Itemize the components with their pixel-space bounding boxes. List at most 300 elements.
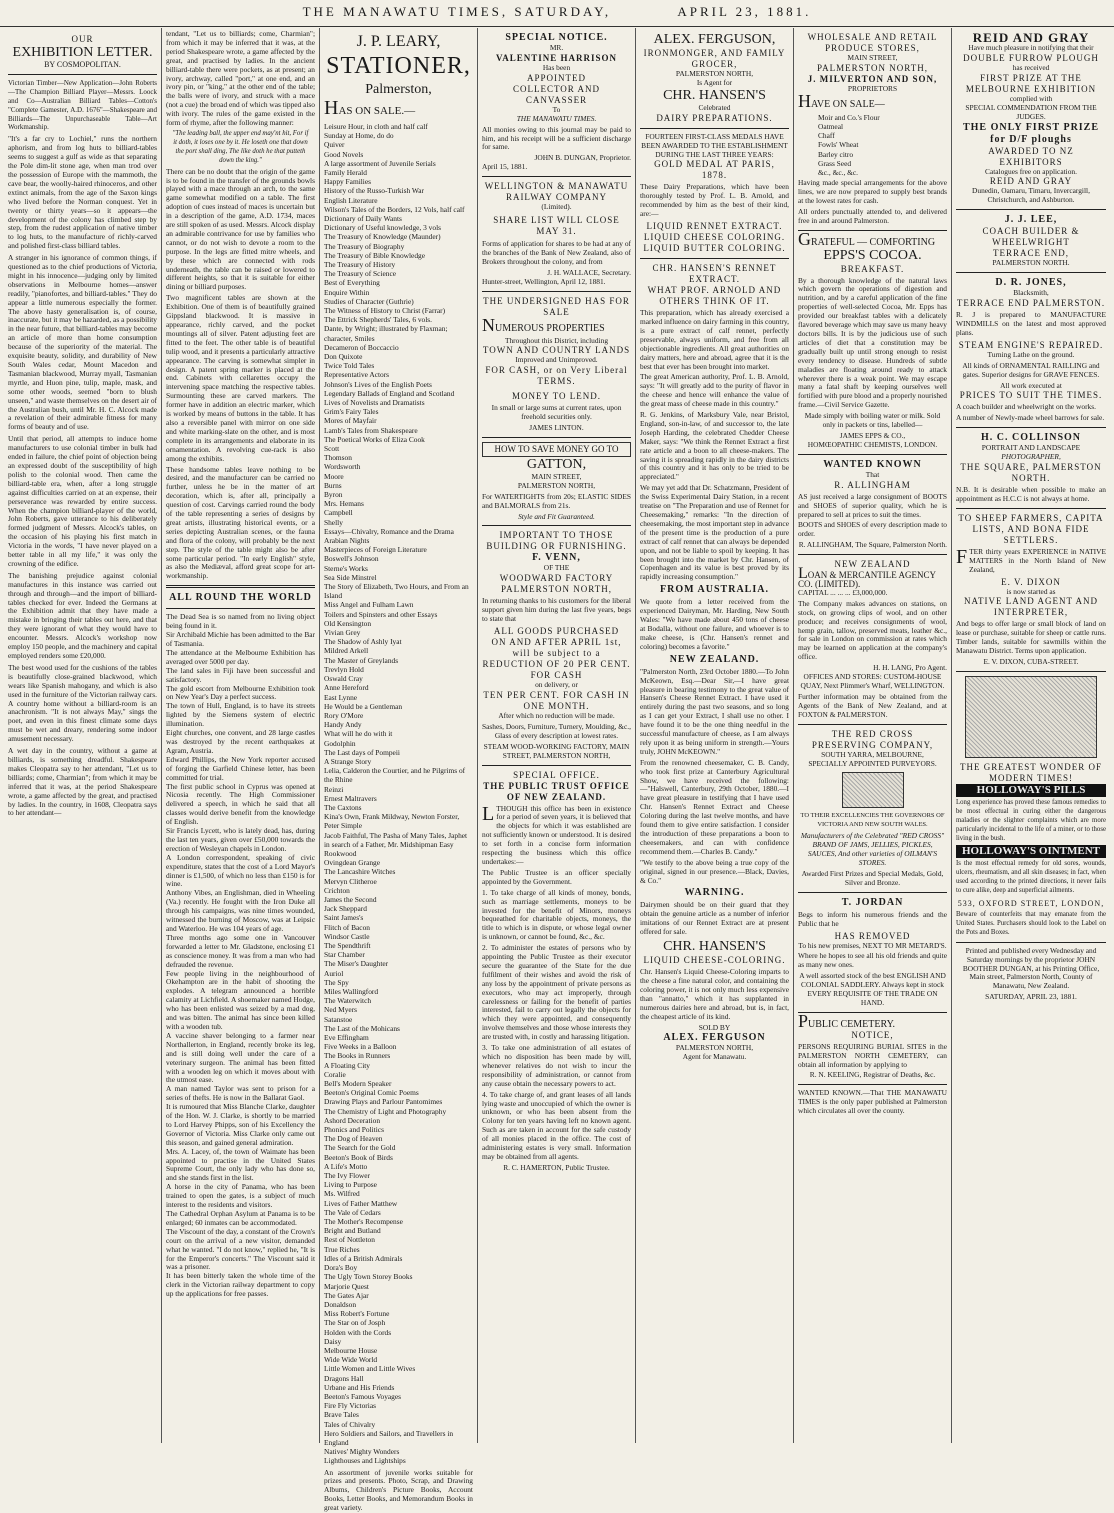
list-item: The Ivy Flower xyxy=(324,1171,370,1181)
text: Manufacturers of the Celebrated "RED CROSS" BRAND OF JAMS, JELLIES, PICKLES, SAUCES, And other varieties of OILMAN'S STORES. xyxy=(800,831,945,867)
signature: JOHN B. DUNGAN, Proprietor. xyxy=(534,153,631,163)
masthead-title: THE MANAWATU TIMES, SATURDAY, xyxy=(302,4,612,19)
list-item: History of the Russo-Turkish War xyxy=(324,186,425,196)
list-item: Old Kensington xyxy=(324,618,372,628)
column-2 xyxy=(162,28,320,1443)
list-item: Beeton's Book of Birds xyxy=(324,1152,393,1162)
text: ON AND AFTER APRIL 1st, xyxy=(491,637,622,648)
list-item: The Spendthrift xyxy=(324,940,371,950)
text: will be subject to a REDUCTION OF 20 PER CENT. FOR CASH xyxy=(482,648,631,681)
text: CHR. HANSEN'S xyxy=(663,939,766,955)
list-item: Trevlyn Hold xyxy=(324,664,364,674)
list-item: Hero Soldiers and Sailors, and Travellers in England xyxy=(324,1428,454,1447)
gatton-name: GATTON, xyxy=(526,456,587,472)
text: HOMŒOPATHIC CHEMISTS, LONDON. xyxy=(807,439,938,449)
list-item: Lives of Father Matthew xyxy=(324,1198,398,1208)
list-item: Bell's Modern Speaker xyxy=(324,1079,392,1089)
list-item: Handy Andy xyxy=(324,720,362,730)
list-item: Bright and Butland xyxy=(324,1226,381,1236)
list-item: The Gates Ajar xyxy=(324,1290,369,1300)
text: By a thorough knowledge of the natural laws which govern the operations of digestion and nutrition, and by a careful application of the fine properties of well-selected Cocoa, Mr. Epps has provided our breakfast tables with a delicately flavored beverage which may save us many heavy doctors bills. It is by the judicious use of such articles of diet that a constitution may be gradually built up until strong enough to resist every tendency to disease. Hundreds of subtle maladies are floating around ready to attack wherever there is a weak point. We may escape many a fatal shaft by keeping ourselves well fortified with pure blood and a properly nourished frame.—Civil Service Gazette. xyxy=(798,275,947,410)
text: OF THE xyxy=(543,563,570,573)
text: PALMERSTON NORTH, xyxy=(517,480,596,490)
text: NEW ZEALAND xyxy=(834,559,911,570)
list-item: Ned Myers xyxy=(324,1005,358,1015)
list-item: Fowls' Wheat xyxy=(818,140,859,150)
list-item: The Waterwitch xyxy=(324,996,372,1006)
text: Has been xyxy=(542,62,571,72)
list-item: Wordsworth xyxy=(324,462,361,472)
list-item: Drawing Plays and Parlour Pantomimes xyxy=(324,1097,443,1107)
list-item: Moore xyxy=(324,471,344,481)
verse: "The leading ball, the upper end may'nt hit, For if it doth, it loses one by it. He loseth one that down the port shall ding, The like doth he that putteth down the king." xyxy=(172,129,309,164)
list-item: Leisure Hour, in cloth and half calf xyxy=(324,121,428,131)
text: ALL GOODS PURCHASED xyxy=(493,626,620,637)
text: TERRACE END, xyxy=(993,248,1069,259)
text: GOLD MEDAL AT PARIS, 1878. xyxy=(654,159,775,181)
text: Beware of counterfeits that may emanate from the United States. Purchasers should look to the Label on the Pots and Boxes. xyxy=(956,910,1106,936)
text: PALMERSTON NORTH. xyxy=(992,258,1070,268)
list-item: Beeton's Famous Voyages xyxy=(324,1391,402,1401)
list-item: Melbourne House xyxy=(324,1345,378,1355)
list-item: Urbane and His Friends xyxy=(324,1382,395,1392)
text: Turning Lathe on the ground. xyxy=(987,349,1075,359)
text: BOOTS and SHOES of every description made to order. xyxy=(798,520,947,539)
has-on-sale: AS ON SALE.— xyxy=(338,105,416,117)
news-item: The land sales in Fiji have been successful and satisfactory. xyxy=(166,665,315,684)
list-item: Beeton's Original Comic Poems xyxy=(324,1088,419,1098)
railway-heading: WELLINGTON & MANAWATU RAILWAY COMPANY xyxy=(484,181,629,203)
list-item: Brave Tales xyxy=(324,1410,359,1420)
news-item: Sir Archibald Michie has been admitted to the Bar of Tasmania. xyxy=(166,630,315,648)
paragraph: tendant, "Let us to billiards; come, Charmian"; from which it may be inferred that it was, at the period Shakespeare wrote, a game affected by the great, and practised by ladies. In the ancient billiard-table there were pockets, as at present; an ivory, archway, called "port," at one end, and an ivory pin, or "king," at the other end of the table; the balls were of ivory, and struck with a mace (not a cue) the broad end of which was tipped also with ivory. The rules of the game existed in the form of rhyme, after the following manner: xyxy=(166,29,315,128)
list-item: Rest of Nottleton xyxy=(324,1235,375,1245)
text: To his new premises, NEXT TO MR METARD'S. xyxy=(798,940,947,950)
text: WANTED KNOWN.—That THE MANAWATU TIMES is the only paper published at Palmerston which circulates all over the county. xyxy=(798,1088,947,1116)
signature: E. V. DIXON, CUBA-STREET. xyxy=(983,657,1079,667)
paragraph: A wet day in the country, without a game at billiards, is something dreadful. Shakespeare makes Cleopatra say to her attendant, "Let us to billiards; come, Charmian"; from which it may be inferred that it was, at the period Shakespeare wrote, a game affected by the great, and practised by ladies. In the country, in 1608, Cleopatra says to her attendant— xyxy=(8,746,157,818)
column-4: SPECIAL NOTICE. MR. VALENTINE HARRISON Has been APPOINTED COLLECTOR AND CANVASSER To THE MANAWATU TIMES. All monies owing to this journal may be paid to him, and his receipt will be a sufficient discharge for same. JOHN B. DUNGAN, Proprietor. April 15, 1881. WELLINGTON & MANAWATU RAILWAY COMPANY (Limited). SHARE LIST WILL CLOSE MAY 31. Forms of application for shares to be had at any of the branches of the Bank of New Zealand, also of Brokers throughout the colony, and from J. H. WALLACE, Secretary. Hunter-street, Wellington, April 12, 1881. THE UNDERSIGNED HAS FOR SALE NUMEROUS PROPERTIES Throughout this District, including TOWN AND COUNTRY LANDS Improved and Unimproved. FOR CASH, or on Very Liberal TERMS. MONEY TO LEND. In small or large sums at current rates, upon freehold securities only. JAMES LINTON. HOW TO SAVE MONEY GO TO GATTON, MAIN STREET, PALMERSTON NORTH, For WATERTIGHTS from 20s; ELASTIC SIDES and BALMORALS from 21s. Style and Fit Guaranteed. IMPORTANT TO THOSE BUILDING OR FURNISHING. F. VENN, OF THE WOODWARD FACTORY PALMERSTON NORTH, In returning thanks to his customers for the liberal support given him during the last five years, begs to state that ALL GOODS PURCHASED ON AND AFTER APRIL 1st, will be subject to a REDUCTION OF 20 PER CENT. FOR CASH on delivery, or TEN PER CENT. FOR CASH IN ONE MONTH. After which no reduction will be made. Sashes, Doors, Furniture, Turnery, Moulding, &c., Glass of every description at lowest rates. STEAM WOOD-WORKING FACTORY, MAIN STREET, PALMERSTON NORTH, SPECIAL OFFICE. THE PUBLIC TRUST OFFICE OF NEW ZEALAND. LTHOUGH this office has been in existence for a period of seven years, it is believed that the objects for which it was established are not sufficiently known or understood. It is desired to set forth in a concise form information respecting the business which this office undertakes:— The Public Trustee is an officer specially appointed by the Government. 1. To take charge of all kinds of money, bonds, such as marriage settlements, moneys to be invested for the benefit of Minors, moneys bequeathed for charitable objects, moneys, the title to which is in dispute, or whose legal owner is unknown, or cannot be found, &c., &c. 2. To administer the estates of persons who by appointing the Public Trustee as their executor secure the guarantee of the State for the due fulfilment of their wishes and avoid the risk of any loss by the appointment of private persons as executors, who may act improperly, through carelessness or failing for the benefit of parties interested, fail to carry out legally the objects for which they were appointed, and consequently involve themselves and those whose interests they are trusted with, in costly and harassing litigation. 3. To take one administration of all estates of which no disposition has been made by will, whenever relatives do not wish to incur the responsibility of administration, or cannot from any cause obtain the necessary powers to act. 4. To take charge of, and grant leases of all lands lying waste and unoccupied of which the owner is unknown, or who has been absent from the Colony for ten years having left no known agent. Such as are taken in account for the safe custody of all monies placed in the office. The cost of administering estates is very small. Information may be obtained from all agents. R. C. HAMERTON, Public Trustee. xyxy=(478,28,636,1443)
text: has received xyxy=(1012,62,1050,72)
paragraph: "It's a far cry to Lochiel," runs the northern aphorism, and from log huts to billiard-tables seems to suggest a gulf as wide as that separating the Pole dim-lit stone age, when man trod over the possession of Europe with the mammoth, the cave bear, the woolly-haired rhinoceros, and other extinct animals, from the age of the Saxon kings who lived before the Norman conquest. Yet in twenty or thirty years—so it appears—the development of the colony has climbed step by step, from the rudest application of native timber to log huts, to the manufacture of richly-carved and polished first-class billiard tables. xyxy=(8,134,157,251)
text: MAIN STREET, xyxy=(531,471,582,481)
list-item: A Strange Story xyxy=(324,756,372,766)
text: AS just received a large consignment of BOOTS and SHOES of superior quality, which he is prepared to sell at prices to suit the times. xyxy=(798,491,947,519)
text: FOURTEEN FIRST-CLASS MEDALS HAVE BEEN AWARDED TO THE ESTABLISHMENT DURING THE LAST THREE YEARS: xyxy=(641,131,788,159)
text: TOWN AND COUNTRY LANDS xyxy=(482,345,631,356)
text: THE UNDERSIGNED HAS FOR SALE xyxy=(483,295,630,317)
list-item: Barley citro xyxy=(818,149,854,159)
list-item: The Story of Elizabeth, Two Hours, and From an Island xyxy=(324,582,469,601)
list-item: Miss Robert's Fortune xyxy=(324,1309,390,1319)
list-item: The Treasury of Biography xyxy=(324,241,405,251)
list-item: The Search for the Gold xyxy=(324,1143,396,1153)
text: UBLIC CEMETERY. xyxy=(808,1018,896,1030)
list-item: What will he do with it xyxy=(324,729,393,739)
text: All orders punctually attended to, and delivered free in and around Palmerston. xyxy=(798,206,947,225)
signature: R. C. HAMERTON, Public Trustee. xyxy=(503,1162,610,1172)
text: SPECIAL COMMENDATION FROM THE JUDGES. xyxy=(965,102,1097,121)
list-item: Happy Families xyxy=(324,177,372,187)
list-item: Mores of Mayfair xyxy=(324,416,377,426)
exhibition-letter-kicker: OUR xyxy=(71,34,94,44)
text: DOUBLE FURROW PLOUGH xyxy=(963,52,1099,63)
list-item: Grass Seed xyxy=(818,158,852,168)
text: STEAM WOOD-WORKING FACTORY, MAIN STREET, PALMERSTON NORTH, xyxy=(483,741,630,760)
masthead xyxy=(0,0,1114,27)
text: OAN & MERCANTILE AGENCY CO. (LIMITED). xyxy=(798,570,936,590)
text: SPECIAL OFFICE. xyxy=(513,769,600,780)
list-item: Mervyn Clitheroe xyxy=(324,876,377,886)
text: To xyxy=(552,104,561,114)
list-item: Decameron of Boccaccio xyxy=(324,342,399,352)
signature: H. H. LANG, Pro Agent. xyxy=(873,663,947,673)
list-item: Arabian Nights xyxy=(324,536,370,546)
product: LIQUID CHEESE COLORING. xyxy=(643,232,786,243)
text: Throughout this District, including xyxy=(504,335,609,345)
text: We may yet add that Dr. Schatzmann, President of the Swiss Experimental Dairy Station, in a recent treatise on "The Preparation and use of Rennet for Cheesemaking," remarks: "In the direction of cheesemaking, the most important step in advance of the present time is the production of a pure extract of calf rennet that can always be depended upon, and not be liable to spoil by keeping. It has been brought into the market by Chr. Hansen, of Copenhagen and its value is best proved by its rapidly increasing consumption." xyxy=(640,483,789,582)
list-item: The Spy xyxy=(324,977,349,987)
text: 2. To administer the estates of persons who by appointing the Public Trustee as their executor secure the guarantee of the State for the due fulfilment of their wishes and avoid the risk of any loss by the appointment of private persons as executors, who may act improperly, through carelessness or failing for the benefit of parties interested, fail to carry out legally the objects for which they were appointed, and consequently involve themselves and those whose interests they are trusted with, in costly and harassing litigation. xyxy=(482,943,631,1042)
text: BREAKFAST. xyxy=(840,263,905,274)
text: COLLECTOR AND CANVASSER xyxy=(512,83,601,105)
text: CAPITAL ... ... ... £3,000,000. xyxy=(798,587,888,597)
text: FTER thirty years EXPERIENCE in NATIVE MATTERS in the North Island of New Zealand, xyxy=(956,545,1106,574)
news-item: Edward Phillips, the New York reporter accused of forging the Garfield Chinese letter, has been committed for trial. xyxy=(166,754,315,782)
list-item: The Master of Greylands xyxy=(324,655,399,665)
signature: J. H. WALLACE, Secretary. xyxy=(547,267,631,277)
list-item: He Would be a Gentleman xyxy=(324,701,403,711)
list-item: The Miser's Daughter xyxy=(324,959,389,969)
text: THE RED CROSS PRESERVING COMPANY, xyxy=(811,728,934,750)
list-item: The Last days of Pompeii xyxy=(324,747,400,757)
text: TEN PER CENT. FOR CASH IN ONE MONTH. xyxy=(483,690,630,711)
text: A well assorted stock of the best ENGLISH AND COLONIAL SADDLERY. Always kept in stock EVERY REQUISITE OF THE TRADE ON HAND. xyxy=(799,971,946,1007)
text: MAIN STREET, xyxy=(847,53,898,62)
list-item: Legendary Ballads of England and Scotland xyxy=(324,388,455,398)
text: Celebrated xyxy=(698,102,731,112)
list-item: Essays—Chivalry, Romance and the Drama xyxy=(324,526,454,536)
paragraph: The best wood used for the cushions of the tables is beautifully close-grained blackwood, which wears like Spanish mahogany, and which is also used in the furniture of the Victorian railway cars. A country home without a billiard-room is an anachronism. "It is not always May," sings the poet, and even in this finest climate some days must be wet and dreary, rendering some indoor amusement necessary. xyxy=(8,662,157,744)
list-item: Wilson's Tales of the Borders, 12 Vols, half calf xyxy=(324,204,465,214)
text: "We testify to the above being a true copy of the original, signed in our presence.—Black, Davies, & Co." xyxy=(640,857,789,885)
text: And begs to offer large or small block of land on lease or purchase, suitable for sheep or cattle runs. Timber lands, suitable for sawmills within the Manawatu District. Terms upon application. xyxy=(956,619,1106,656)
text: PALMERSTON NORTH, xyxy=(675,69,754,78)
news-item: It is rumoured that Miss Blanche Clarke, daughter of the Hon. W. J. Clarke, is shortly to be married to Lord Harvey Phipps, son of his Excellency the Governor of Victoria. Miss Clarke only came out this season, and gained general admiration. xyxy=(166,1102,315,1147)
text: on delivery, or xyxy=(535,680,578,690)
list-item: English Literature xyxy=(324,195,378,205)
royal-arms-icon xyxy=(842,772,904,808)
text: PALMERSTON NORTH, xyxy=(675,1043,754,1053)
text: 3. To take one administration of all estates of which no disposition has been made by will, whenever relatives do not wish to incur the responsibility of administration, or cannot from any cause obtain the necessary powers to act. xyxy=(482,1043,631,1088)
lee-name: J. J. LEE, xyxy=(1004,214,1058,226)
list-item: Kina's Own, Frank Mildway, Newton Forster, Peter Simple xyxy=(324,812,460,831)
text: RATEFUL — COMFORTING xyxy=(811,236,936,248)
list-item: Enquire Within xyxy=(324,287,370,297)
text: A coach builder and wheelwright on the works. xyxy=(956,402,1096,412)
list-item: East Lynne xyxy=(324,692,358,702)
reid-gray-heading: REID AND GRAY xyxy=(972,30,1090,45)
list-item: A large assortment of Juvenile Serials xyxy=(324,158,436,168)
list-item: Godolphin xyxy=(324,738,356,748)
list-item: &c., &c., &c. xyxy=(818,167,859,177)
text: These Dairy Preparations, which have been thoroughly tested by Prof. L. B. Arnold, and recommended by him as the best of their kind, are:— xyxy=(640,182,789,219)
list-item: Sea Side Minstrel xyxy=(324,572,377,582)
leary-footer: An assortment of juvenile works suitable for prizes and presents. Photo, Scrap, and Drawing Albums, Children's Picture Books, Account Books, Letter Books, and Memorandum Books in great variety. xyxy=(324,1467,473,1513)
text: (Limited). xyxy=(541,202,572,212)
list-item: Rookwood xyxy=(324,848,357,858)
leary-name: J. P. LEARY, xyxy=(356,33,441,50)
text: PERSONS REQUIRING BURIAL SITES in the PALMERSTON NORTH CEMETERY, can obtain all information by applying to xyxy=(798,1041,947,1069)
list-item: A Life's Motto xyxy=(324,1161,368,1171)
signature: R. ALLINGHAM, The Square, Palmerston North. xyxy=(798,540,947,550)
paragraph: A stranger in his ignorance of common things, if questioned as to the chief productions of Victoria, might in his innocence—judging only by limited observations in Melbourne homes—answer readily, "pianofortes, and billiard-tables." They do appear a little numerous especially the former. The above hasty generalisation is, of course, inaccurate, but it may be hazarded, as a possibility in the near future, that billiard-tables may become an article of more than home consumption because of the superiority of the material. The exquisite beauty, solidity, and durability of New South Wales cedar, Mount Macedon and Tasmanian blackwood, Murray myall, Tasmanian myrtle, and Huon pine, tulip, maple, mask, and some other woods, seemed "born to blush unseen," and waste themselves on the desert air of the Australian bush, until Mr. H. C. Alcock made a revelation of their admirable fitness for many forms of beauty and of use. xyxy=(8,253,157,432)
list-item: The Witness of History to Christ (Farrar) xyxy=(324,305,446,315)
news-item: A horse in the city of Panama, who has been trained to open the gates, is a subject of much interest to the residents and visitors. xyxy=(166,1182,315,1210)
text: PORTRAIT AND LANDSCAPE xyxy=(981,443,1081,453)
list-item: Daisy xyxy=(324,1336,342,1346)
text: From the renowned cheesemaker, C. B. Candy, who took first prize at Canterbury Agricultural Show, we have received the following:—"Halswell, Canterbury, 29th October, 1880.—I have great pleasure in testifying that I have used Chr. Hansen's Rennet Extract and Cheese Coloring during the last twelve months, and have found them to give entire satisfaction. I consider the introduction of these preparations a boon to cheesemakers, and can with confidence recommend them.—Charles B. Candy." xyxy=(640,757,789,856)
date: Hunter-street, Wellington, April 12, 1881. xyxy=(482,276,606,286)
list-item: Lelia, Calderon the Courtier, and he Pilgrims of the Rhine xyxy=(324,766,466,785)
list-item: The Treasury of Science xyxy=(324,269,397,279)
list-item: The Lancashire Witches xyxy=(324,867,396,877)
list-item: Sunday at Home, do do xyxy=(324,131,394,141)
date: April 15, 1881. xyxy=(482,162,528,172)
exhibition-letter-title: EXHIBITION LETTER. xyxy=(12,45,153,60)
text: A number of Newly-made wheel barrows for sale. xyxy=(956,413,1105,423)
list-item: Moir and Co.'s Flour xyxy=(818,112,880,122)
text: WANTED KNOWN xyxy=(823,458,922,470)
list-item: A Floating City xyxy=(324,1060,370,1070)
text: 533, OXFORD STREET, LONDON, xyxy=(957,898,1105,908)
news-item: A vaccine shaver belonging to a farmer near Northallerton, in England, recently broke its leg, and is still doing well under the care of a veterinary surgeon. The animal has been fitted with a wooden leg on which it moves about with the utmost ease. xyxy=(166,1030,315,1085)
list-item: Ashord Deceration xyxy=(324,1115,381,1125)
list-item: The Mother's Recompense xyxy=(324,1217,403,1227)
text: TO SHEEP FARMERS, CAPITA LISTS, AND BONA FIDE SETTLERS. xyxy=(958,512,1104,545)
text: Forms of application for shares to be had at any of the branches of the Bank of New Zealand, also of Brokers throughout the colony, and from xyxy=(482,239,632,266)
list-item: Toilers and Spinsters and other Essays xyxy=(324,609,438,619)
column-5 xyxy=(636,28,794,1443)
text: PRICES TO SUIT THE TIMES. xyxy=(959,390,1103,401)
list-item: Boswell's Johnson xyxy=(324,554,379,564)
text: THE MANAWATU TIMES. xyxy=(516,113,597,123)
text: APPOINTED xyxy=(526,72,586,83)
jones-name: D. R. JONES, xyxy=(995,277,1067,289)
text: Blacksmith, xyxy=(1013,288,1049,298)
text: STEAM ENGINE'S REPAIRED. xyxy=(958,339,1104,350)
list-item: Reinzi xyxy=(324,784,344,794)
intro-summary: Victorian Timber—New Application—John Roberts—The Champion Billiard Player—Messrs. Loock and Co—Australian Billiard Tables—Cotton's "Complete Gamester, A.D. 1676"—Shakespeare and Billiards—The Unpurchaseable Table—Art Workmanship. xyxy=(8,78,157,132)
column-7 xyxy=(952,28,1110,1443)
list-item: The Last of the Mohicans xyxy=(324,1023,400,1033)
news-item: The Cathedral Orphan Asylum at Panama is to be enlarged; 60 inmates can be accommodated. xyxy=(166,1209,315,1227)
list-item: Dictionary of Daily Wants xyxy=(324,213,402,223)
list-item: Donaldson xyxy=(324,1299,357,1309)
produce-list xyxy=(818,113,947,177)
text: PROPRIETORS xyxy=(847,83,898,93)
text: THE ONLY FIRST PRIZE for D/F ploughs xyxy=(962,121,1100,145)
collinson-name: H. C. COLLINSON xyxy=(980,432,1081,444)
list-item: The Books in Runners xyxy=(324,1051,391,1061)
share-list: SHARE LIST WILL CLOSE MAY 31. xyxy=(493,215,620,237)
list-item: The Poetical Works of Eliza Cook xyxy=(324,434,425,444)
news-item: A London correspondent, speaking of civic expenditure, states that the cost of a Lord Mayor's dinner is £1,500, of which no less than £150 is for wine. xyxy=(166,852,315,889)
list-item: Don Quixote xyxy=(324,351,363,361)
text: R. G. Jenkins, of Marksbury Vale, near Bristol, England, son-in-law, of and successor to, the late Joseph Harding, the celebrated Chedder Cheese Maker, says: "We think the Rennet Extract a first rate article and a boon to all cheese-makers. The saving it is spreading rapidly in the dairy districts of this country and it has only to be tried to be appreciated." xyxy=(640,410,789,482)
text: FROM AUSTRALIA. xyxy=(660,584,769,596)
list-item: Marjorie Quest xyxy=(324,1281,369,1291)
paragraph: There can be no doubt that the origin of the game is to be found in the transfer of the grounds bowls played with a mace through an arch, to the same game somewhat modified on a table. The first adoption of cues instead of maces is uncertain but in a description of the game, A.D. 1734, maces are still spoken of as used. Messrs. Alcock display an admirable contrivance for use by families who cannot, or do not wish to devote a room to the purpose. In the legs are fitted mitre wheels, and by these which are connected with rods underneath, the table can be raised or lowered to different heights, so that it is suitable for either dining or billiard purposes. xyxy=(166,166,315,292)
text: 1. To take charge of all kinds of money, bonds, such as marriage settlements, moneys to be invested for the benefit of Minors, moneys bequeathed for charitable objects, moneys, the title to which is in dispute, or whose legal owner is unknown, or cannot be found, &c., &c. xyxy=(482,887,631,942)
leary-trade: STATIONER, xyxy=(326,53,471,79)
text: In returning thanks to his customers for the liberal support given him during the last five years, begs to state that xyxy=(482,596,631,624)
imprint: Printed and published every Wednesday and Saturday mornings by the proprietor JOHN BOOTHER DUNGAN, at his Printing Office, Main street, Palmerston North, County of Manawatu, New Zealand. xyxy=(962,945,1100,991)
list-item: Vivian Grey xyxy=(324,628,361,638)
list-item: The Dog of Heaven xyxy=(324,1134,383,1144)
list-item: Campbell xyxy=(324,508,353,518)
list-item: Quiver xyxy=(324,140,345,150)
list-item: Ernest Maltravers xyxy=(324,793,377,803)
list-item: The Star on of Josph xyxy=(324,1318,386,1328)
text: DAIRY PREPARATIONS. xyxy=(656,112,773,123)
list-item: Twice Told Tales xyxy=(324,361,375,371)
list-item: Rory O'More xyxy=(324,710,364,720)
list-item: Studies of Character (Guthrie) xyxy=(324,296,414,306)
text: complied with xyxy=(1009,93,1053,103)
text: Where he hopes to see all his old friends and quite as many new ones. xyxy=(798,951,947,970)
save-money-box: HOW TO SAVE MONEY GO TO xyxy=(482,442,631,457)
text: CHR. HANSEN'S RENNET EXTRACT. xyxy=(652,263,777,285)
list-item: Auriol xyxy=(324,968,344,978)
text: FIRST PRIZE AT THE MELBOURNE EXHIBITION xyxy=(965,72,1097,94)
list-item: Good Novels xyxy=(324,149,364,159)
text: All monies owing to this journal may be paid to him, and his receipt will be a sufficient discharge for same. xyxy=(482,124,631,152)
list-item: Johnson's Lives of the English Poets xyxy=(324,379,432,389)
news-item: It has been bitterly taken the whole time of the clerk in the Victorian railway department to copy up the applications for free passes. xyxy=(166,1271,315,1299)
news-item: The town of Hull, England, is to have its streets lighted by the Siemens system of electric illumination. xyxy=(166,701,315,729)
text: IMPORTANT TO THOSE BUILDING OR FURNISHING. xyxy=(486,530,627,552)
text: We quote from a letter received from the experienced Dairyman, Mr. Harding, New South Wales: "We have made about 450 tons of cheese at Bodalla, without one failure, and whoever is to make cheese, is (Chr. Hansen's rennet and coloring) becomes a favorite." xyxy=(640,597,789,651)
text: HAS REMOVED xyxy=(834,930,911,941)
text: Awarded First Prizes and Special Medals, Gold, Silver and Bronze. xyxy=(801,868,944,887)
all-round-world-heading: ALL ROUND THE WORLD xyxy=(169,592,312,604)
list-item: Mrs. Hemans xyxy=(324,499,364,509)
text: MONEY TO LEND. xyxy=(511,391,602,402)
paragraph: Two magnificent tables are shown at the Exhibition. One of them is of beautifully grained Gippsland blackwood. It is massive in appearance, richly carved, and the pocket mountings all of silver. Patent adjusting feet are fitted to the feet. The other table is of beautiful tulip wood, and it presents a particularly attractive appearance. The carving is somewhat simpler in design. A patent spring marker is placed at the end. Cabinets with cellarettes occupy the intervening space matching the respective tables. Surmounting these are carved markers. The former have in addition an electric marker, which is worked by means of buttons in the table. It has also a reversible panel with mirror on one side and white marking-slate on the other, and is most complete in its arrangements and elaborate in its ornamentation. A revolving cue-rack is also among the exhibits. xyxy=(166,293,315,463)
text: E. V. DIXON xyxy=(1001,576,1061,587)
paragraph: These handsome tables leave nothing to be desired, and the manufacturer can be carried no further, unless he be in the matter of art decoration, which is, after all, principally a question of cost. Carvings carried round the body of the table representing a series of designs by great artists, illustrating historical events, or a series depicting Australian scenes, or the fauna and flora of the colony, will probably be the next step. The style of the table might also be after some particular period. "In early English" style, as also the Mediæval, afford great scope for art-workmanship. xyxy=(166,464,315,581)
text: JAMES EPPS & CO., xyxy=(839,430,906,440)
news-item: The attendance at the Melbourne Exhibition has averaged over 5000 per day. xyxy=(166,647,315,666)
text: is now started as xyxy=(1006,586,1056,596)
text: WOODWARD FACTORY PALMERSTON NORTH, xyxy=(499,573,614,595)
list-item: Dragons Hall xyxy=(324,1373,364,1383)
text: SPECIALLY APPOINTED PURVEYORS. xyxy=(808,758,937,768)
list-item: Miles Wallingford xyxy=(324,987,379,996)
text: Dairymen should be on their guard that they obtain the genuine article as a number of inferior imitations of our Rennet Extract are at present offered for sale. xyxy=(640,900,789,937)
list-item: Windsor Castle xyxy=(324,931,370,941)
masthead-date: APRIL 23, 1881. xyxy=(677,4,812,19)
text: Sashes, Doors, Furniture, Turnery, Moulding, &c., Glass of every description at lowest rates. xyxy=(482,721,631,740)
text: Made simply with boiling water or milk. Sold only in packets or tins, labelled— xyxy=(804,411,941,430)
list-item: Tales of Chivalry xyxy=(324,1419,376,1429)
list-item: Dora's Boy xyxy=(324,1263,358,1273)
text: TO THEIR EXCELLENCIES THE GOVERNORS OF VICTORIA AND NEW SOUTH WALES. xyxy=(800,812,945,829)
list-item: Little Women and Little Wives xyxy=(324,1364,416,1374)
list-item: Jack Sheppard xyxy=(324,904,367,914)
list-item: Flitch of Bacon xyxy=(324,922,370,932)
list-item: Dictionary of Useful knowledge, 3 vols xyxy=(324,223,441,233)
signature: R. N. KEELING, Registrar of Deaths, &c. xyxy=(809,1070,936,1080)
list-item: Dante, by Wright; illustrated by Flaxman; character, Smiles xyxy=(324,324,448,343)
text: Having made special arrangements for the above lines, we are now prepared to supply best brands at the lowest rates for cash. xyxy=(798,178,947,205)
text: Improved and Unimproved. xyxy=(515,355,598,365)
text: NOTICE, xyxy=(851,1029,894,1040)
text: Chr. Hansen's Liquid Cheese-Coloring imparts to the cheese a fine natural color, and containing the coloring power, it is not only much less expensive than "annatto," which it has supplanted in numerous dairies here and abroad, but is, in fact, the cheapest article of its kind. xyxy=(640,967,789,1021)
special-notice-heading: SPECIAL NOTICE. xyxy=(505,32,608,43)
text: Agent for Manawatu. xyxy=(682,1052,747,1062)
text: Dunedin, Oamaru, Timaru, Invercargill, Christchurch, and Ashburton. xyxy=(972,186,1090,205)
product: LIQUID RENNET EXTRACT. xyxy=(646,221,783,232)
list-item: Byron xyxy=(324,490,343,500)
news-item: The Dead Sea is so named from no living object being found in it. xyxy=(166,612,315,631)
signature: JAMES LINTON. xyxy=(529,423,584,433)
public-trust-heading: THE PUBLIC TRUST OFFICE OF NEW ZEALAND. xyxy=(483,780,630,802)
list-item: Lighthouses and Lightships xyxy=(324,1456,406,1466)
list-item: Fire Fly Victorias xyxy=(324,1401,376,1411)
list-item: Saint James's xyxy=(324,913,364,923)
text: All kinds of ORNAMENTAL RAILLING and gates. Superior designs for GRAVE FENCES. xyxy=(962,360,1100,379)
list-item: Lives of Novelists and Dramatists xyxy=(324,398,425,407)
list-item: The Caxtons xyxy=(324,802,362,812)
text: R. ALLINGHAM xyxy=(834,479,911,490)
text: WARNING. xyxy=(684,887,745,899)
text: THE GREATEST WONDER OF MODERN TIMES! xyxy=(960,762,1102,783)
epps-cocoa: EPPS'S COCOA. xyxy=(823,247,922,263)
list-item: Chaff xyxy=(818,131,835,141)
news-item: A man named Taylor was sent to prison for a series of thefts. He is now in the Ballarat Gaol. xyxy=(166,1084,315,1103)
text: Have much pleasure in notifying that their xyxy=(968,43,1094,52)
text: IRONMONGER, AND FAMILY GROCER, xyxy=(643,48,786,69)
text: After which no reduction will be made. xyxy=(498,711,615,720)
list-item: The Treasury of History xyxy=(324,259,396,269)
news-item: Few people living in the neighbourhood of Okehampton are in the habit of shooting the explodes. A telegram announced a horrible calamity at Lichfield. A shoemaker named Hodge, who has been enlisted was seized by a mad dog, and was bitten. The animal has since been killed with a wooden tub. xyxy=(166,968,315,1031)
list-item: Oatmeal xyxy=(818,121,844,131)
list-item: Anne Hereford xyxy=(324,683,369,693)
text: NEW ZEALAND. xyxy=(669,653,760,665)
list-item: Natives' Mighty Wonders xyxy=(324,1447,400,1457)
text: That xyxy=(865,469,880,479)
holloways-pills-banner: HOLLOWAY'S PILLS xyxy=(956,784,1106,797)
book-list xyxy=(324,122,473,1466)
holloways-ointment-banner: HOLLOWAY'S OINTMENT xyxy=(956,845,1106,858)
text: SOUTH YARRA, MELBOURNE, xyxy=(821,749,924,759)
news-item: Sir Francis Lycett, who is lately dead, has, during the last ten years, given over £50,000 towards the erection of Wesleyan chapels in London. xyxy=(166,826,315,853)
leary-town: Palmerston, xyxy=(365,82,432,97)
list-item: Lamb's Tales from Shakespeare xyxy=(324,425,418,435)
list-item: Shelly xyxy=(324,517,343,527)
text: CHR. HANSEN'S xyxy=(663,87,766,103)
news-item: Anthony Vibes, an Englishman, died in Wheeling (Va.) recently. He fought with the Iron Duke all through his campaigns, was nine times wounded, witnessed the burning of Moscow, was at Leipsic and Waterloo. He was 104 years of age. xyxy=(166,888,315,933)
text: The great American authority, Prof. L. B. Arnold, says: "It will greatly add to the purity of flavor in the cheese and hence will enhance the value of the great mass of cheese made in this country." xyxy=(640,372,789,409)
text: The Public Trustee is an officer specially appointed by the Government. xyxy=(482,867,631,886)
news-item: The gold escort from Melbourne Exhibition took on New Year's Day a perfect success. xyxy=(166,683,315,702)
list-item: Five Weeks in a Balloon xyxy=(324,1042,397,1052)
text: The Company makes advances on stations, on stock, on growing clips of wool, and on other produce; and receives consignments of wool, hemp grain, tallow, preserved meats, leather &c., for sale in London on commission at rates which may be learned on application at the company's office. xyxy=(798,598,947,662)
list-item: Crichton xyxy=(324,885,350,895)
text: Style and Fit Guaranteed. xyxy=(518,511,595,521)
